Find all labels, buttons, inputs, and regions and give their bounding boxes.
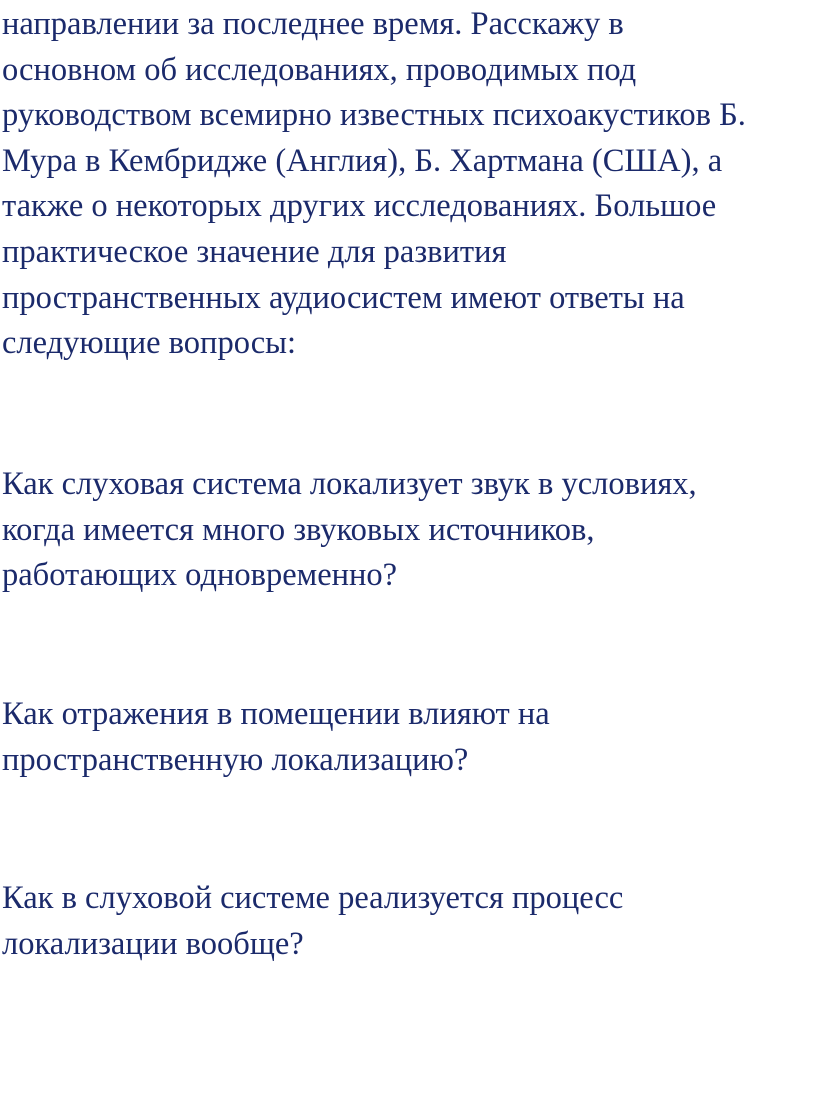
text-line: направлении за последнее время. Расскажу в	[2, 6, 624, 42]
text-line: основном об исследованиях, проводимых под	[2, 51, 637, 88]
text-line: Как слуховая система локализует звук в условиях,	[2, 466, 697, 502]
question-paragraph-1	[2, 462, 697, 599]
text-line: Как отражения в помещении влияют на	[2, 696, 550, 732]
text-line: пространственную локализацию?	[2, 741, 469, 778]
text-line: локализации вообще?	[2, 925, 304, 962]
text-line: когда имеется много звуковых источников,	[2, 511, 595, 548]
intro-paragraph	[2, 2, 746, 367]
question-paragraph-2	[2, 692, 550, 783]
question-paragraph-3	[2, 876, 623, 967]
text-line: следующие вопросы:	[2, 325, 297, 362]
text-line: пространственных аудиосистем имеют ответы на	[2, 279, 685, 316]
text-line: Мура в Кембридже (Англия), Б. Хартмана (США), а	[2, 142, 723, 179]
text-line: практическое значение для развития	[2, 233, 507, 270]
text-line: работающих одновременно?	[2, 557, 398, 594]
text-line: также о некоторых других исследованиях. Большое	[2, 188, 717, 225]
text-line: Как в слуховой системе реализуется процесс	[2, 880, 624, 916]
text-line: руководством всемирно известных психоакустиков Б.	[2, 97, 746, 134]
